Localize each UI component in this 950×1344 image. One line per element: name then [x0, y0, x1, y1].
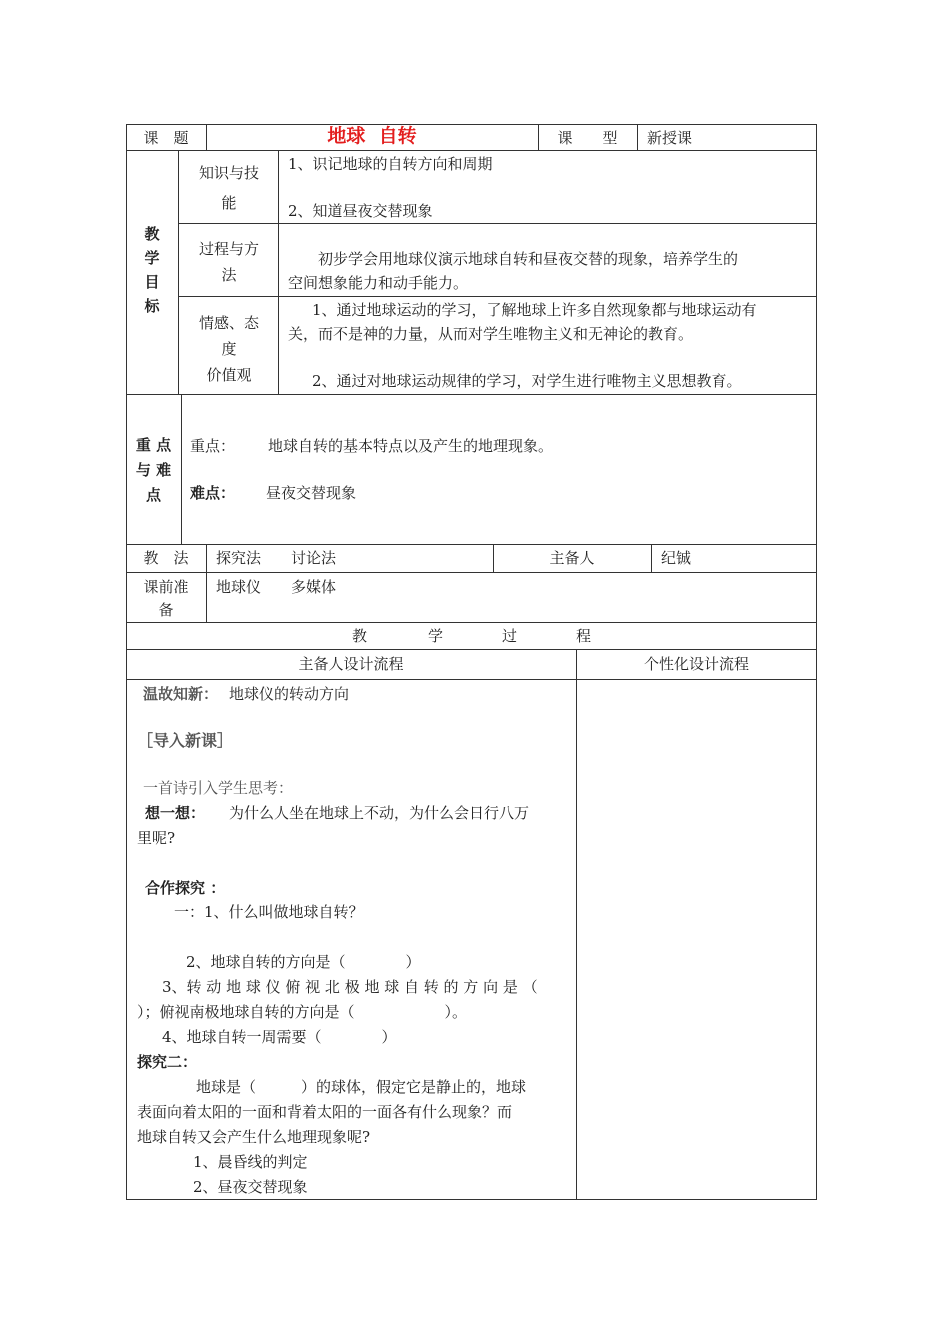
coop-heading: 合作探究 ：: [145, 879, 226, 897]
row-divider: [178, 296, 817, 297]
type-value: 新授课: [647, 129, 693, 147]
prep-label: [126, 576, 206, 622]
goals-label-char: 目: [144, 273, 160, 291]
sub-item: 1、晨昏线的判定: [193, 1153, 308, 1171]
prep-label-line: 课前准: [143, 578, 189, 596]
method-label: 教 法: [143, 549, 189, 567]
topic-label: 课 题: [143, 129, 189, 147]
keypoints-label-line: 点: [145, 486, 161, 504]
process-title-char: 程: [576, 627, 592, 645]
key-label: 重点：: [190, 437, 236, 455]
row-divider: [126, 622, 817, 623]
col-right-heading: 个性化设计流程: [643, 655, 749, 673]
process-title-char: 学: [428, 627, 444, 645]
col-divider: [637, 124, 638, 150]
row-divider: [126, 679, 817, 680]
paragraph-line: 地球是（ ）的球体，假定它是静止的，地球: [196, 1078, 527, 1096]
process-title-char: 过: [502, 627, 518, 645]
knowledge-line: 2、知道昼夜交替现象: [288, 202, 433, 220]
col-left-heading: 主备人设计流程: [298, 655, 404, 673]
keypoints-label-line: 与 难: [135, 461, 172, 479]
goals-label-char: 教: [144, 225, 160, 243]
hard-label: 难点：: [190, 484, 236, 502]
review-text: 地球仪的转动方向: [229, 685, 350, 703]
goals-label: [126, 222, 178, 318]
col-divider: [278, 150, 279, 394]
process-line: 空间想象能力和动手能力。: [288, 274, 469, 292]
emotion-line: 关，而不是神的力量，从而对学生唯物主义和无神论的教育。: [288, 325, 694, 343]
paragraph-line: 表面向着太阳的一面和背着太阳的一面各有什么现象？而: [137, 1103, 513, 1121]
think-label: 想一想：: [145, 804, 206, 822]
method-value: 探究法 讨论法: [216, 549, 337, 567]
col-divider: [576, 649, 577, 1200]
key-text: 地球自转的基本特点以及产生的地理现象。: [268, 437, 554, 455]
process-title-char: 教: [352, 627, 368, 645]
type-label: 课 型: [557, 129, 618, 147]
explore2-heading: 探究二：: [137, 1053, 198, 1071]
emotion-label-line: 情感、态: [198, 314, 259, 332]
question-1: 一：1、什么叫做地球自转？: [174, 903, 364, 921]
knowledge-label-line: 能: [221, 194, 237, 212]
prep-label-line: 备: [158, 601, 174, 619]
intro-heading: ［导入新课］: [137, 731, 234, 750]
lead-label: 主备人: [549, 549, 595, 567]
question-3-cont: ）；俯视南极地球自转的方向是（ ）。: [137, 1003, 468, 1021]
emotion-line: 2、通过对地球运动规律的学习，对学生进行唯物主义思想教育。: [312, 372, 742, 390]
process-label-line: 法: [221, 266, 237, 284]
sub-item: 2、昼夜交替现象: [193, 1178, 308, 1196]
question-3: 3、转 动 地 球 仪 俯 视 北 极 地 球 自 转 的 方 向 是 （: [162, 978, 538, 996]
row-divider: [126, 544, 817, 545]
row-divider: [126, 394, 817, 395]
think-text-cont: 里呢?: [137, 829, 176, 847]
row-divider: [126, 572, 817, 573]
emotion-label-line: 价值观: [206, 366, 252, 384]
knowledge-label-line: 知识与技: [198, 164, 259, 182]
col-divider: [651, 544, 652, 572]
prep-value: 地球仪 多媒体: [216, 578, 337, 596]
hard-text: 昼夜交替现象: [266, 484, 357, 502]
process-label-line: 过程与方: [198, 240, 259, 258]
goals-label-char: 标: [144, 297, 160, 315]
keypoints-label-line: 重 点: [135, 436, 172, 454]
question-4: 4、地球自转一周需要（ ）: [162, 1028, 397, 1046]
lesson-title: 地球 自转: [327, 125, 417, 147]
col-divider: [206, 544, 207, 622]
lead-value: 纪铖: [661, 549, 692, 567]
keypoints-label: [126, 433, 181, 508]
emotion-label-line: 度: [221, 340, 237, 358]
question-2: 2、地球自转的方向是（ ）: [186, 953, 421, 971]
goals-label-char: 学: [144, 249, 160, 267]
emotion-label: [180, 310, 278, 388]
row-divider: [178, 223, 817, 224]
col-divider: [178, 150, 179, 394]
col-divider: [181, 394, 182, 544]
knowledge-label: [180, 158, 278, 218]
poem-line: 一首诗引入学生思考：: [143, 779, 294, 797]
review-label: 温故知新：: [143, 685, 219, 703]
paragraph-line: 地球自转又会产生什么地理现象呢?: [137, 1128, 371, 1146]
row-divider: [126, 649, 817, 650]
knowledge-line: 1、识记地球的自转方向和周期: [288, 155, 493, 173]
emotion-line: 1、通过地球运动的学习，了解地球上许多自然现象都与地球运动有: [312, 301, 757, 319]
process-line: 初步学会用地球仪演示地球自转和昼夜交替的现象，培养学生的: [318, 250, 739, 268]
process-label: [180, 236, 278, 288]
row-divider: [126, 150, 817, 151]
think-text: 为什么人坐在地球上不动，为什么会日行八万: [229, 804, 530, 822]
